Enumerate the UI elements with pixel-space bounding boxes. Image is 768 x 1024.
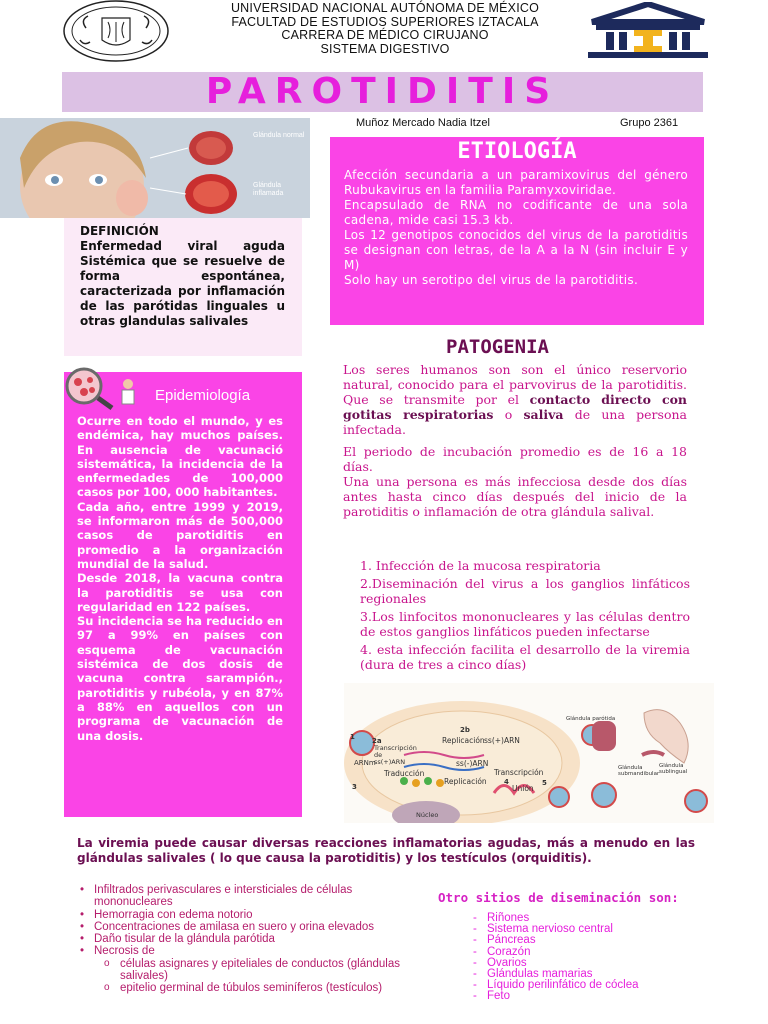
epidemiologia-paragraph-3: Desde 2018, la vacuna contra la parotiditis se usa con regularidad en 122 países. — [77, 571, 283, 614]
list-item: - Páncreas — [473, 935, 639, 946]
list-item: - Ovarios — [473, 958, 639, 969]
definition-section — [80, 224, 285, 329]
label-replicacion-top: Replicación — [442, 736, 485, 745]
page-title: PAROTIDITIS — [205, 71, 560, 112]
etiologia-paragraph-4: Solo hay un serotipo del virus de la parotiditis. — [344, 273, 639, 287]
list-item: - Riñones — [473, 913, 639, 924]
list-item: • Necrosis de — [76, 945, 426, 957]
author-name: Muñoz Mercado Nadia Itzel — [356, 117, 490, 129]
label-gland-sublingual: Glándula sublingual — [659, 763, 688, 775]
institution-header — [150, 2, 620, 56]
patogenia-step-1: 1. Infección de la mucosa respiratoria — [360, 558, 601, 573]
virus-magnifier-icon — [62, 366, 152, 416]
patogenia-title: PATOGENIA — [446, 336, 549, 358]
etiologia-paragraph-2: Encapsulado de RNA no codificante de una sola cadena, mide casi 15.3 kb. — [344, 198, 688, 227]
patogenia-step-4: 4. esta infección facilita el desarrollo de la viremia (dura de tres a cinco días) — [360, 642, 690, 672]
patogenia-text-e: de una persona infectada. — [343, 407, 687, 437]
fes-iztacala-logo — [586, 2, 710, 60]
header-line-4: SISTEMA DIGESTIVO — [320, 41, 450, 56]
patogenia-steps — [360, 558, 690, 675]
label-step-2a: 2a — [372, 737, 382, 745]
label-union: Unión — [512, 784, 534, 793]
list-item: - Sistema nervioso central — [473, 924, 639, 935]
header-line-2: FACULTAD DE ESTUDIOS SUPERIORES IZTACALA — [231, 14, 539, 29]
label-step-2b: 2b — [460, 726, 470, 734]
patogenia-emphasis-contact: contacto directo con gotitas respiratorias — [343, 392, 687, 422]
patogenia-paragraph-1 — [343, 362, 687, 437]
label-step-1: 1 — [350, 733, 355, 741]
label-nucleo: Núcleo — [416, 811, 439, 819]
child-parotid-illustration — [0, 118, 310, 218]
label-replicacion-mid: Replicación — [444, 777, 487, 786]
etiologia-text — [344, 168, 688, 288]
label-transcripcion: Transcripción — [494, 768, 544, 777]
definition-text: Enfermedad viral aguda Sistémica que se resuelve de forma espontánea, caracterizada por inflamación de las parótidas linguales u otras glandulas salivales — [80, 239, 285, 328]
header-line-3: CARRERA DE MÉDICO CIRUJANO — [281, 28, 489, 42]
list-item: - Glándulas mamarias — [473, 969, 639, 980]
list-subitem: o células asignares y epiteliales de conductos (glándulas salivales) — [76, 958, 426, 983]
patogenia-step-3: 3.Los linfocitos mononucleares y las células dentro de estos ganglios linfáticos pueden infectarse — [360, 609, 690, 639]
label-traduccion: Traducción — [384, 769, 425, 778]
label-normal-gland: Glándula normal — [253, 132, 305, 139]
etiologia-title: ETIOLOGÍA — [457, 139, 577, 164]
label-ssarn-neg: ss(-)ARN — [456, 759, 489, 768]
viremia-summary: La viremia puede causar diversas reacciones inflamatorias agudas, más a menudo en las glándulas salivales ( lo que causa la parotiditis) y los testículos (orquiditis). — [77, 836, 695, 865]
patogenia-paragraph-2: El periodo de incubación promedio es de 16 a 18 días. — [343, 444, 687, 474]
title-bar — [62, 72, 703, 112]
list-item: - Corazón — [473, 947, 639, 958]
list-subitem: o epitelio germinal de túbulos seminíferos (testículos) — [76, 982, 426, 994]
label-arnm: ARNm — [354, 759, 376, 767]
viral-replication-diagram — [344, 683, 714, 823]
definition-heading: DEFINICIÓN — [80, 224, 159, 238]
group-number: Grupo 2361 — [620, 117, 679, 129]
label-gland-parotida: Glándula parótida — [566, 716, 616, 722]
header-line-1: UNIVERSIDAD NACIONAL AUTÓNOMA DE MÉXICO — [230, 1, 540, 15]
etiologia-paragraph-1: Afección secundaria a un paramixovirus del género Rubukavirus en la familia Paramyxoviridae. — [344, 168, 688, 197]
patogenia-step-2: 2.Diseminación del virus a los ganglios linfáticos regionales — [360, 576, 690, 606]
inflammatory-reactions-list — [76, 884, 426, 995]
list-item: - Líquido perilinfático de cóclea — [473, 980, 639, 991]
patogenia-text — [343, 362, 687, 519]
epidemiologia-paragraph-4: Su incidencia se ha reducido en 97 a 99% en países con esquema de vacunación sistémica de dos dosis de vacuna contra sarampión., parotiditis y rubéola, y en 87% a 88% en aquellos con un programa de vacunación de una dosis. — [77, 614, 283, 743]
patogenia-text-a: Los seres humanos son son el único reservorio natural, conocido para el parvovirus de la parotiditis. Que se transmite por el — [343, 362, 687, 407]
patogenia-paragraph-3: Una una persona es más infecciosa desde dos días antes hasta cinco días después del inicio de la parotiditis o inflamación de otra glándula salival. — [343, 474, 687, 519]
epidemiologia-paragraph-1: Ocurre en todo el mundo, y es endémica, hay muchos países. En ausencia de vacunació sistemática, la incidencia de la enfermedades de 100,000 casos por 100, 000 habitantes. — [77, 414, 283, 500]
label-step-4: 4 — [504, 778, 509, 786]
label-inflamed-gland: Glándula inflamada — [253, 182, 284, 197]
other-sites-title: Otro sitios de diseminación son: — [438, 890, 679, 905]
patogenia-text-c: o — [493, 407, 524, 422]
label-step-5: 5 — [542, 779, 547, 787]
label-gland-submandibular: Glándula submandibular — [618, 765, 660, 777]
epidemiologia-paragraph-2: Cada año, entre 1999 y 2019, se informaron más de 500,000 casos de parotiditis en promedio a la organización mundial de la salud. — [77, 499, 283, 571]
list-item: - Feto — [473, 991, 639, 1002]
epidemiologia-title: Epidemiología — [155, 387, 251, 404]
label-transcripcion-ssarn: Transcripción de ss(+)ARN — [374, 744, 417, 766]
patogenia-emphasis-saliva: saliva — [523, 407, 564, 422]
epidemiologia-text — [77, 414, 283, 743]
other-sites-list — [473, 913, 639, 1003]
list-item: • Concentraciones de amilasa en suero y orina elevados — [76, 921, 426, 933]
label-ssarn-top: ss(+)ARN — [484, 736, 520, 745]
list-item: • Daño tisular de la glándula parótida — [76, 933, 426, 945]
label-step-3: 3 — [352, 783, 357, 791]
list-item: • Hemorragia con edema notorio — [76, 909, 426, 921]
etiologia-paragraph-3: Los 12 genotipos conocidos del virus de la parotiditis se designan con letras, de la A a la N (sin incluir E y M) — [344, 228, 688, 272]
list-item: • Infiltrados perivasculares e intersticiales de células mononucleares — [76, 884, 426, 909]
